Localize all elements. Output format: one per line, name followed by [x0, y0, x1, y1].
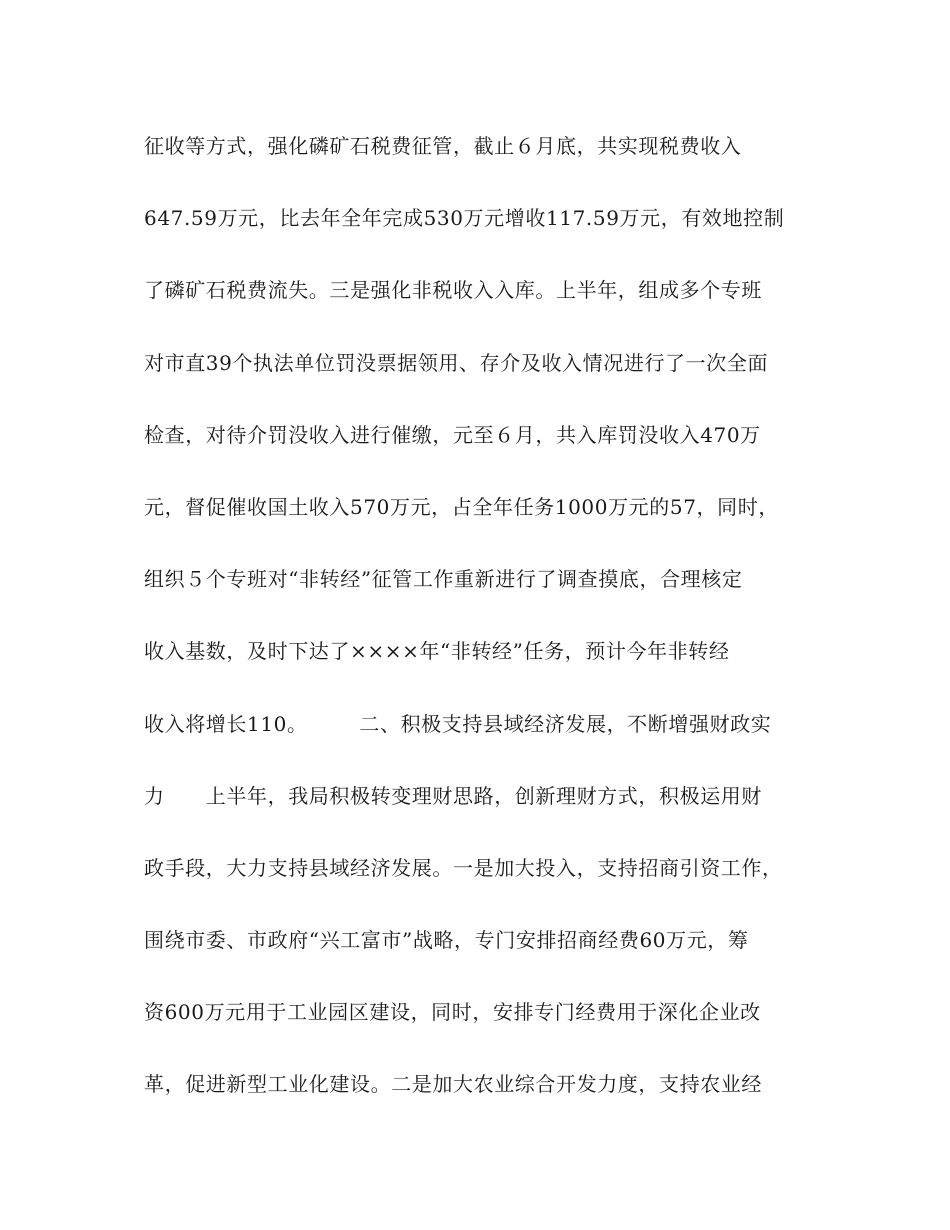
text-line-4: 对市直39个执法单位罚没票据领用、存介及收入情况进行了一次全面: [144, 350, 769, 375]
text-line-12: 围绕市委、市政府“兴工富市”战略，专门安排招商经费60万元，筹: [144, 928, 749, 953]
text-line-14: 革，促进新型工业化建设。二是加大农业综合开发力度，支持农业经: [144, 1072, 762, 1097]
text-line-8: 收入基数，及时下达了××××年“非转经”任务，预计今年非转经: [144, 639, 730, 664]
text-line-5: 检查，对待介罚没收入进行催缴，元至６月，共入库罚没收入470万: [144, 422, 761, 447]
text-line-2: 647.59万元，比去年全年完成530万元增收117.59万元，有效地控制: [144, 206, 785, 231]
text-line-10: 力 上半年，我局积极转变理财思路，创新理财方式，积极运用财: [144, 783, 762, 808]
text-line-3: 了磷矿石税费流失。三是强化非税收入入库。上半年，组成多个专班: [144, 278, 762, 303]
text-line-11: 政手段，大力支持县域经济发展。一是加大投入，支持招商引资工作，: [144, 855, 783, 880]
text-line-7: 组织５个专班对“非转经”征管工作重新进行了调查摸底，合理核定: [144, 567, 743, 592]
text-line-6: 元，督促催收国土收入570万元，占全年任务1000万元的57，同时，: [144, 494, 779, 519]
text-line-1: 征收等方式，强化磷矿石税费征管，截止６月底，共实现税费收入: [144, 134, 742, 158]
body-text: [144, 128, 824, 1139]
text-line-9: 收入将增长110。 二、积极支持县域经济发展，不断增强财政实: [144, 711, 772, 736]
text-line-13: 资600万元用于工业园区建设，同时，安排专门经费用于深化企业改: [144, 1000, 761, 1025]
